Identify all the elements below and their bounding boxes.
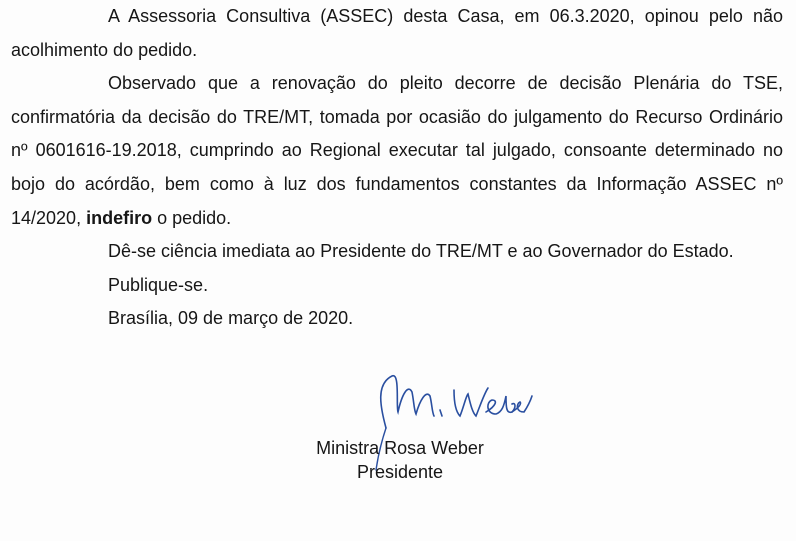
paragraph-notification: Dê-se ciência imediata ao Presidente do TRE/MT e ao Governador do Estado. bbox=[108, 241, 734, 262]
decision-end: o pedido. bbox=[152, 207, 232, 228]
signatory-role: Presidente bbox=[356, 462, 444, 482]
signature-block bbox=[300, 436, 500, 484]
place-date-line: Brasília, 09 de março de 2020. bbox=[108, 308, 354, 329]
paragraph-decision bbox=[11, 67, 783, 235]
paragraph-assec-opinion: A Assessoria Consultiva (ASSEC) desta Casa, em 06.3.2020, opinou pelo não acolhimento do pedido. bbox=[11, 6, 783, 60]
decision-text: Observado que a renovação do pleito decorre de decisão Plenária do TSE, confirmatória da decisão do TRE/MT, tomada por ocasião do julgamento do Recurso Ordinário nº 0601616-19.2018, cumprindo ao Regional executar tal julgado, consoante determinado no bojo do acórdão, bem como à luz dos fundamentos constantes da Informação ASSEC nº 14/2020, bbox=[11, 73, 783, 228]
signatory-name: Ministra Rosa Weber bbox=[316, 438, 484, 458]
decision-verdict: indefiro bbox=[86, 207, 153, 228]
document-body bbox=[11, 0, 783, 336]
publish-line: Publique-se. bbox=[108, 274, 209, 295]
